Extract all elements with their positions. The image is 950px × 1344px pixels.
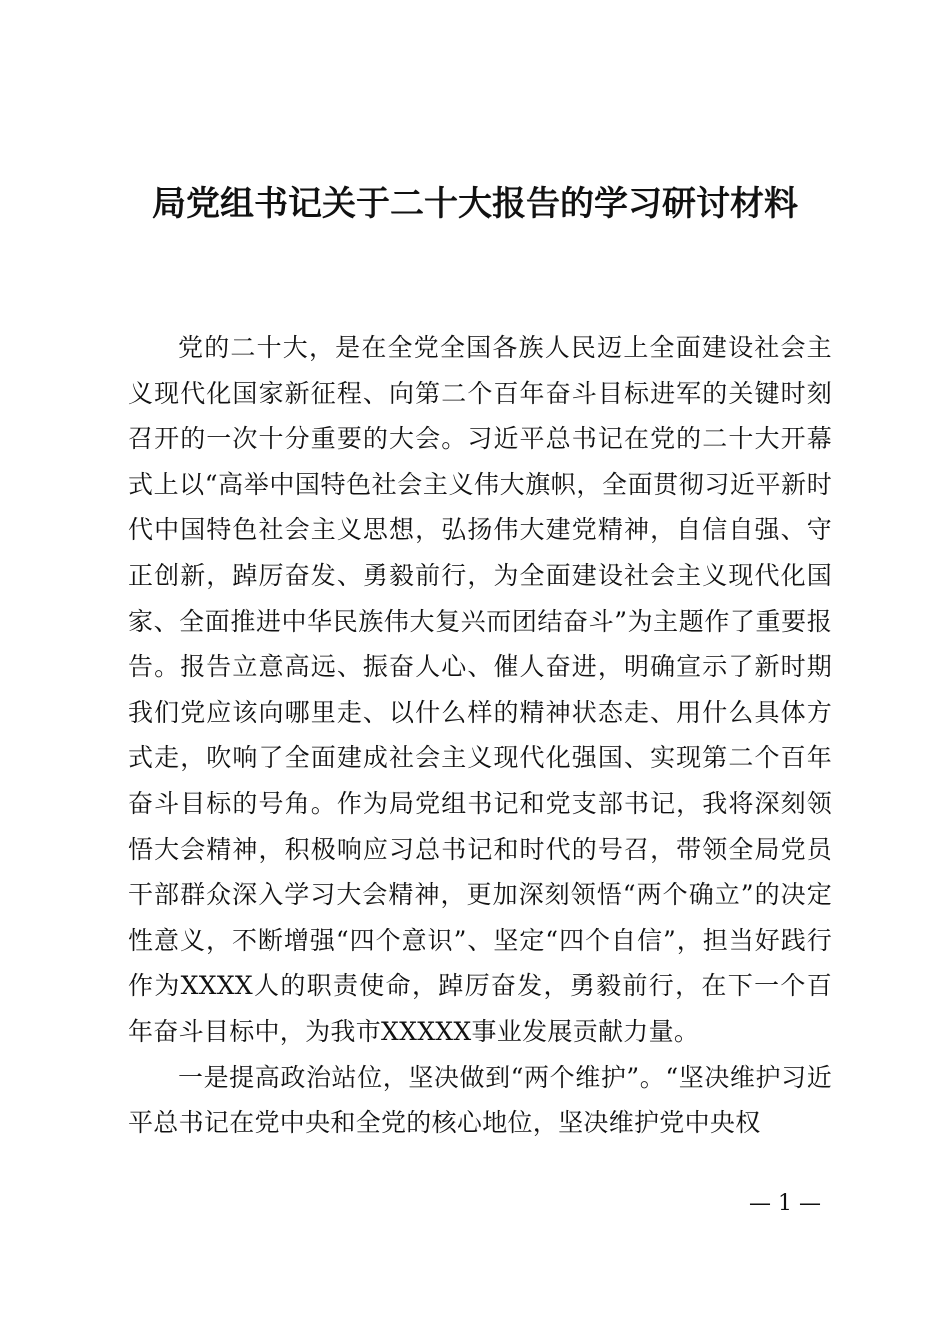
document-title: 局党组书记关于二十大报告的学习研讨材料 bbox=[152, 184, 798, 224]
page-number: — 1 — bbox=[749, 1191, 821, 1216]
body-paragraph-intro: 党的二十大，是在全党全国各族人民迈上全面建设社会主义现代化国家新征程、向第二个百年奋斗目标进军的关键时刻召开的一次十分重要的大会。习近平总书记在党的二十大开幕式上以“高举中国特色社会主义伟大旗帜，全面贯彻习近平新时代中国特色社会主义思想，弘扬伟大建党精神，自信自强、守正创新，踔厉奋发、勇毅前行，为全面建设社会主义现代化国家、全面推进中华民族伟大复兴而团结奋斗”为主题作了重要报告。报告立意高远、振奋人心、催人奋进，明确宣示了新时期我们党应该向哪里走、以什么样的精神状态走、用什么具体方式走，吹响了全面建成社会主义现代化强国、实现第二个百年奋斗目标的号角。作为局党组书记和党支部书记，我将深刻领悟大会精神，积极响应习总书记和时代的号召，带领全局党员干部群众深入学习大会精神，更加深刻领悟“两个确立”的决定性意义，不断增强“四个意识”、坚定“四个自信”，担当好践行作为XXXX人的职责使命，踔厉奋发，勇毅前行，在下一个百年奋斗目标中，为我市XXXXX事业发展贡献力量。 bbox=[128, 333, 832, 1046]
body-paragraph-point-one: 一是提高政治站位，坚决做到“两个维护”。“坚决维护习近平总书记在党中央和全党的核心地位，坚决维护党中央权 bbox=[128, 1062, 832, 1138]
document-body bbox=[128, 325, 832, 1146]
